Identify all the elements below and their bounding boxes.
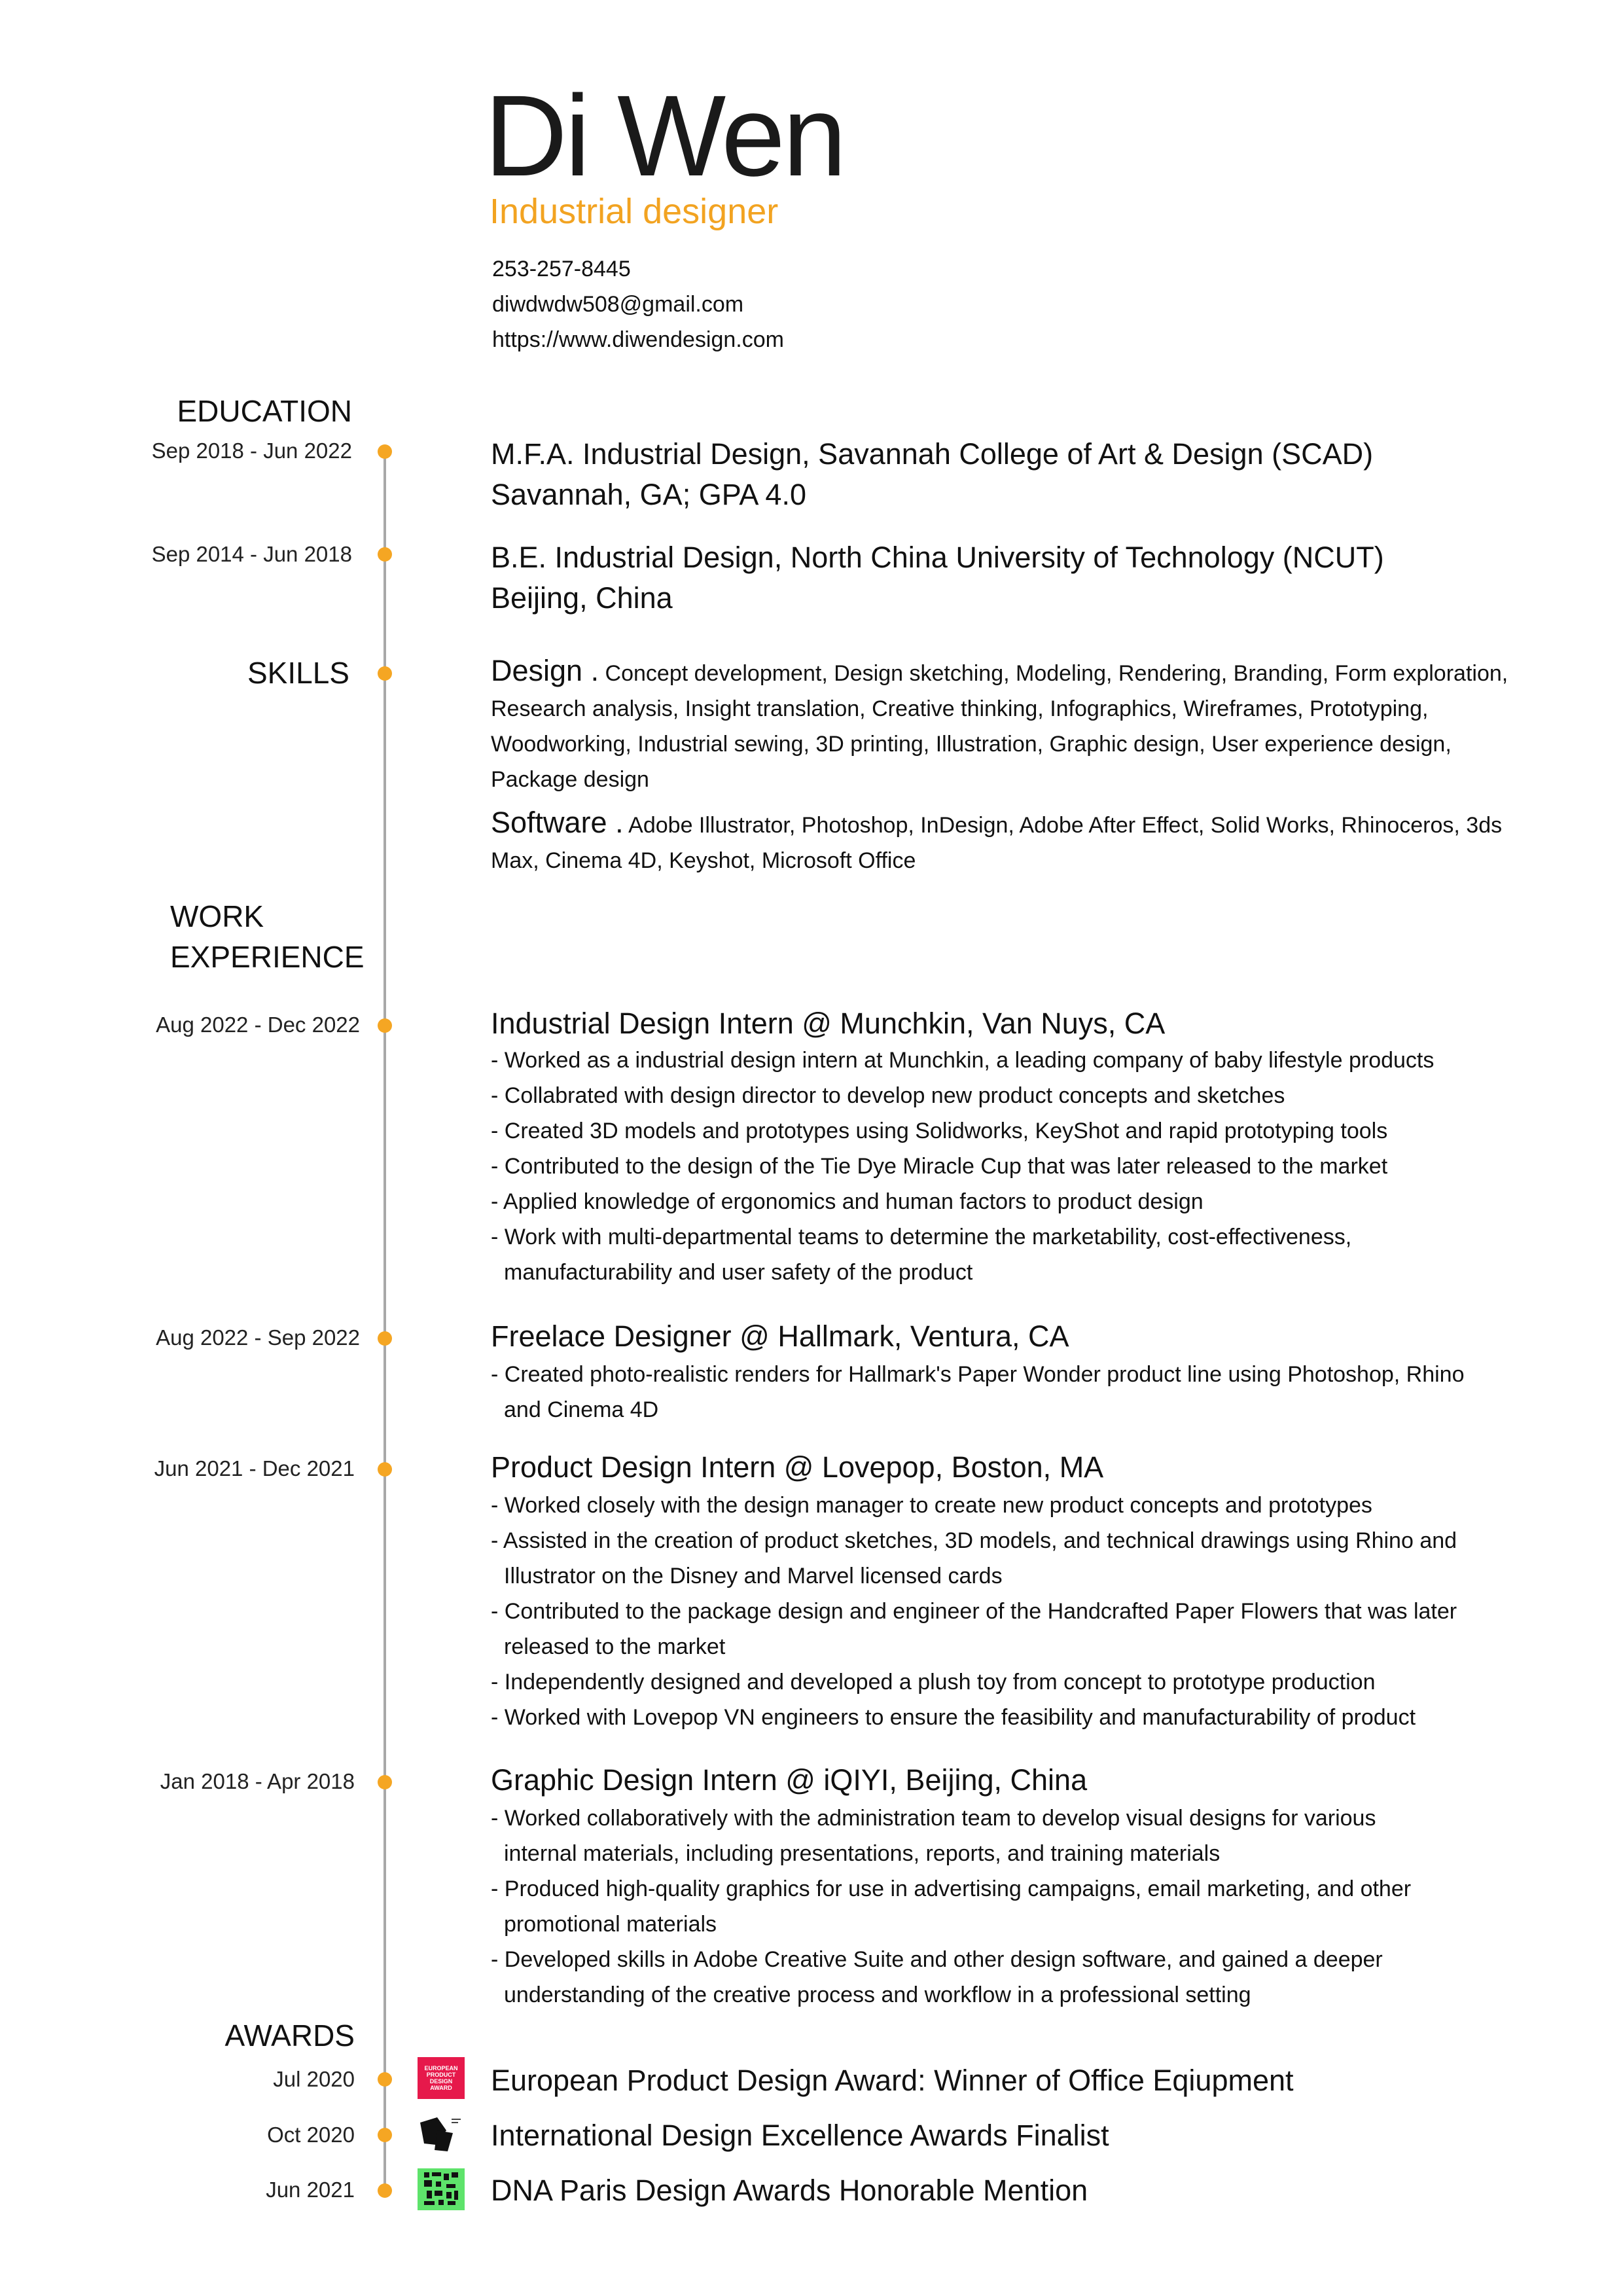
skills-software-text: Adobe Illustrator, Photoshop, InDesign, Adobe After Effect, Solid Works, Rhinoceros, 3ds Max, Cinema 4D, Keyshot, Microsoft Office — [491, 813, 1503, 873]
dna-paris-logo — [418, 2168, 465, 2210]
section-work-line2: EXPERIENCE — [170, 939, 365, 974]
job-bullet: - Created 3D models and prototypes using Solidworks, KeyShot and rapid prototyping tools — [491, 1119, 1388, 1143]
skills-design-label: Design . — [491, 654, 599, 687]
phone-number: 253-257-8445 — [492, 257, 631, 281]
skills-software — [491, 805, 1518, 878]
timeline-dot — [378, 666, 392, 681]
award-title: International Design Excellence Awards Finalist — [491, 2119, 1109, 2152]
skills-design-text: Concept development, Design sketching, Modeling, Rendering, Branding, Form exploration, Research analysis, Insight translation, Creative thinking, Infographics, Wireframes, Prototyping, Woodworking, Industrial sewing, 3D printing, Illustration, Graphic design, User experience design, Package design — [491, 661, 1508, 792]
award-logo-text: EUROPEAN PRODUCT DESIGN AWARD — [424, 2065, 458, 2091]
education-date: Sep 2018 - Jun 2022 — [151, 439, 352, 463]
job-bullet: - Independently designed and developed a plush toy from concept to prototype production — [491, 1670, 1376, 1695]
job-bullets — [491, 1357, 1518, 1427]
timeline-dot — [378, 1018, 392, 1033]
job-title: Industrial Design Intern @ Munchkin, Van Nuys, CA — [491, 1007, 1166, 1040]
job-bullet: - Worked as a industrial design intern at Munchkin, a leading company of baby lifestyle products — [491, 1048, 1435, 1073]
timeline-dot — [378, 547, 392, 562]
education-location: Beijing, China — [491, 581, 673, 615]
job-date: Aug 2022 - Sep 2022 — [156, 1325, 360, 1350]
job-bullet: - Worked collaboratively with the administration team to develop visual designs for various internal materials, including presentations, reports, and training materials — [491, 1806, 1376, 1866]
european-product-design-award-logo — [418, 2057, 465, 2099]
idea-awards-logo — [418, 2113, 465, 2155]
candidate-name: Di Wen — [484, 72, 844, 200]
education-date: Sep 2014 - Jun 2018 — [151, 542, 352, 566]
education-location: Savannah, GA; GPA 4.0 — [491, 478, 806, 511]
award-date: Jun 2021 — [266, 2178, 355, 2202]
email-link[interactable]: diwdwdw508@gmail.com — [492, 292, 744, 317]
section-work-line1: WORK — [170, 899, 264, 933]
skills-design — [491, 653, 1518, 797]
job-bullet: - Collabrated with design director to develop new product concepts and sketches — [491, 1083, 1285, 1108]
timeline-dot — [378, 1775, 392, 1789]
timeline-dot — [378, 1331, 392, 1346]
award-date: Oct 2020 — [267, 2123, 355, 2147]
timeline-dot — [378, 2072, 392, 2087]
job-bullet: - Contributed to the package design and engineer of the Handcrafted Paper Flowers that was later released to the market — [491, 1599, 1457, 1659]
job-bullet: - Developed skills in Adobe Creative Suite and other design software, and gained a deeper understanding of the creative process and workflow in a professional setting — [491, 1947, 1383, 2007]
award-date: Jul 2020 — [273, 2067, 355, 2091]
section-awards: AWARDS — [224, 2018, 355, 2053]
timeline-dot — [378, 2183, 392, 2198]
timeline-dot — [378, 1462, 392, 1477]
job-bullets — [491, 1801, 1518, 2013]
skills-software-label: Software . — [491, 806, 624, 839]
job-bullet: - Contributed to the design of the Tie Dye Miracle Cup that was later released to the market — [491, 1154, 1388, 1179]
job-title: Product Design Intern @ Lovepop, Boston, MA — [491, 1450, 1104, 1484]
job-date: Jun 2021 - Dec 2021 — [154, 1456, 355, 1480]
job-bullets — [491, 1488, 1518, 1735]
job-title: Freelace Designer @ Hallmark, Ventura, CA — [491, 1319, 1069, 1353]
award-title: European Product Design Award: Winner of Office Eqiupment — [491, 2064, 1294, 2097]
job-bullet: - Assisted in the creation of product sketches, 3D models, and technical drawings using Rhino and Illustrator on the Disney and Marvel licensed cards — [491, 1528, 1457, 1588]
section-skills: SKILLS — [247, 656, 349, 690]
job-title: Graphic Design Intern @ iQIYI, Beijing, China — [491, 1763, 1088, 1797]
timeline-line — [383, 455, 386, 2196]
job-bullet: - Worked with Lovepop VN engineers to ensure the feasibility and manufacturability of product — [491, 1705, 1416, 1730]
timeline-dot — [378, 2128, 392, 2142]
education-degree: B.E. Industrial Design, North China University of Technology (NCUT) — [491, 541, 1384, 574]
education-degree: M.F.A. Industrial Design, Savannah College of Art & Design (SCAD) — [491, 437, 1374, 471]
section-work-experience — [170, 897, 365, 977]
job-bullet: - Created photo-realistic renders for Hallmark's Paper Wonder product line using Photoshop, Rhino and Cinema 4D — [491, 1362, 1465, 1422]
job-bullet: - Worked closely with the design manager to create new product concepts and prototypes — [491, 1493, 1372, 1518]
award-title: DNA Paris Design Awards Honorable Mention — [491, 2174, 1088, 2207]
job-bullets — [491, 1043, 1518, 1290]
job-role: Industrial designer — [490, 192, 779, 231]
website-link[interactable]: https://www.diwendesign.com — [492, 327, 784, 352]
job-date: Aug 2022 - Dec 2022 — [156, 1013, 360, 1037]
job-bullet: - Work with multi-departmental teams to determine the marketability, cost-effectiveness, manufacturability and user safety of the product — [491, 1225, 1352, 1285]
timeline-dot — [378, 444, 392, 459]
job-date: Jan 2018 - Apr 2018 — [160, 1769, 355, 1793]
section-education: EDUCATION — [177, 394, 352, 428]
job-bullet: - Produced high-quality graphics for use in advertising campaigns, email marketing, and other promotional materials — [491, 1876, 1412, 1937]
job-bullet: - Applied knowledge of ergonomics and human factors to product design — [491, 1189, 1204, 1214]
